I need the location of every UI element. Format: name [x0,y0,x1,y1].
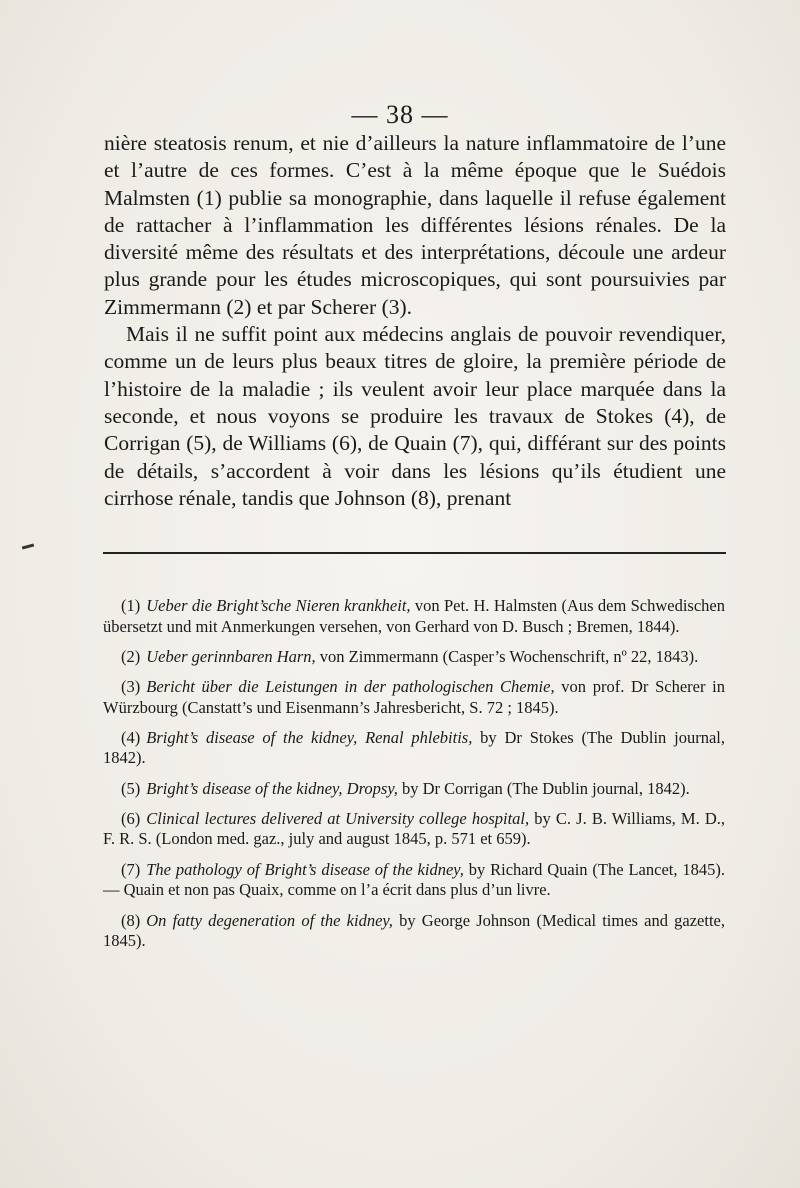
footnote-number: (4) [121,727,141,747]
footnote-title: Bericht über die Leistungen in der pathologischen Chemie, [146,677,555,697]
footnote-1 [103,596,725,637]
footnote-title: Bright’s disease of the kidney, Renal phlebitis, [146,727,473,747]
footnote-number: (7) [121,859,141,879]
footnote-citation: von prof. Dr Scherer in Würzbourg (Canstatt’s und Eisenmann’s Jahresbericht, S. 72 ; 1845). [103,677,726,717]
footnote-8 [103,911,725,952]
footnote-number: (6) [121,808,141,828]
footnote-separator [103,552,726,554]
footnotes [103,596,725,961]
footnote-4 [103,728,725,769]
footnote-citation: by George Johnson (Medical times and gazette, 1845). [103,910,725,951]
footnote-number: (1) [121,596,141,615]
footnote-citation: von Pet. H. Halmsten (Aus dem Schwedischen übersetzt und mit Anmerkungen versehen, von Gerhard von D. Busch ; Bremen, 1844). [103,596,725,636]
footnote-title: On fatty degeneration of the kidney, [146,910,393,930]
footnote-citation: by Dr Corrigan (The Dublin journal, 1842). [397,778,690,798]
footnote-2 [103,647,725,668]
footnote-title: Ueber gerinnbaren Harn, [146,646,316,666]
footnote-number: (8) [121,910,141,930]
paragraph-2: Mais il ne suffit point aux médecins anglais de pouvoir revendiquer, comme un de leurs plus beaux titres de gloire, la première période de l’histoire de la maladie ; ils veulent avoir leur place marquée dans la seconde, et nous voyons se produire les travaux de Stokes (4), de Corrigan (5), de Williams (6), de Quain (7), qui, différant sur des points de détails, s’accordent à voir dans les lésions qu’ils étudient une cirrhose rénale, tandis que Johnson (8), prenant [104,322,726,510]
ink-speck [22,543,34,549]
footnote-3 [103,677,725,718]
footnote-title: The pathology of Bright’s disease of the kidney, [146,859,464,879]
footnote-title: Clinical lectures delivered at University college hospital, [146,808,530,828]
footnote-7 [103,860,725,901]
footnote-title: Ueber die Bright’sche Nieren krankheit, [146,596,411,615]
footnote-citation: by C. J. B. Williams, M. D., F. R. S. (London med. gaz., july and august 1845, p. 571 et 659). [103,808,725,849]
main-text [104,130,726,512]
footnote-6 [103,809,725,850]
page-number: — 38 — [351,100,449,129]
footnote-number: (5) [121,778,141,798]
footnote-citation: by Dr Stokes (The Dublin journal, 1842). [103,727,725,768]
footnote-number: (3) [121,677,141,697]
footnote-title: Bright’s disease of the kidney, Dropsy, [146,778,398,798]
footnote-5 [103,779,725,800]
footnote-number: (2) [121,646,141,666]
paragraph-1: nière steatosis renum, et nie d’ailleurs la nature inflammatoire de l’une et l’autre de ces formes. C’est à la même époque que le Suédois Malmsten (1) publie sa monographie, dans laquelle il refuse également de rattacher à l’inflammation les différentes lésions rénales. De la diversité même des résultats et des interprétations, découle une ardeur plus grande pour les études microscopiques, qui sont poursuivies par Zimmermann (2) et par Scherer (3). [104,131,726,319]
footnote-citation: von Zimmermann (Casper’s Wochenschrift, nº 22, 1843). [315,646,699,666]
footnote-citation: by Richard Quain (The Lancet, 1845). — Quain et non pas Quaix, comme on l’a écrit dans plus d’un livre. [103,859,725,900]
